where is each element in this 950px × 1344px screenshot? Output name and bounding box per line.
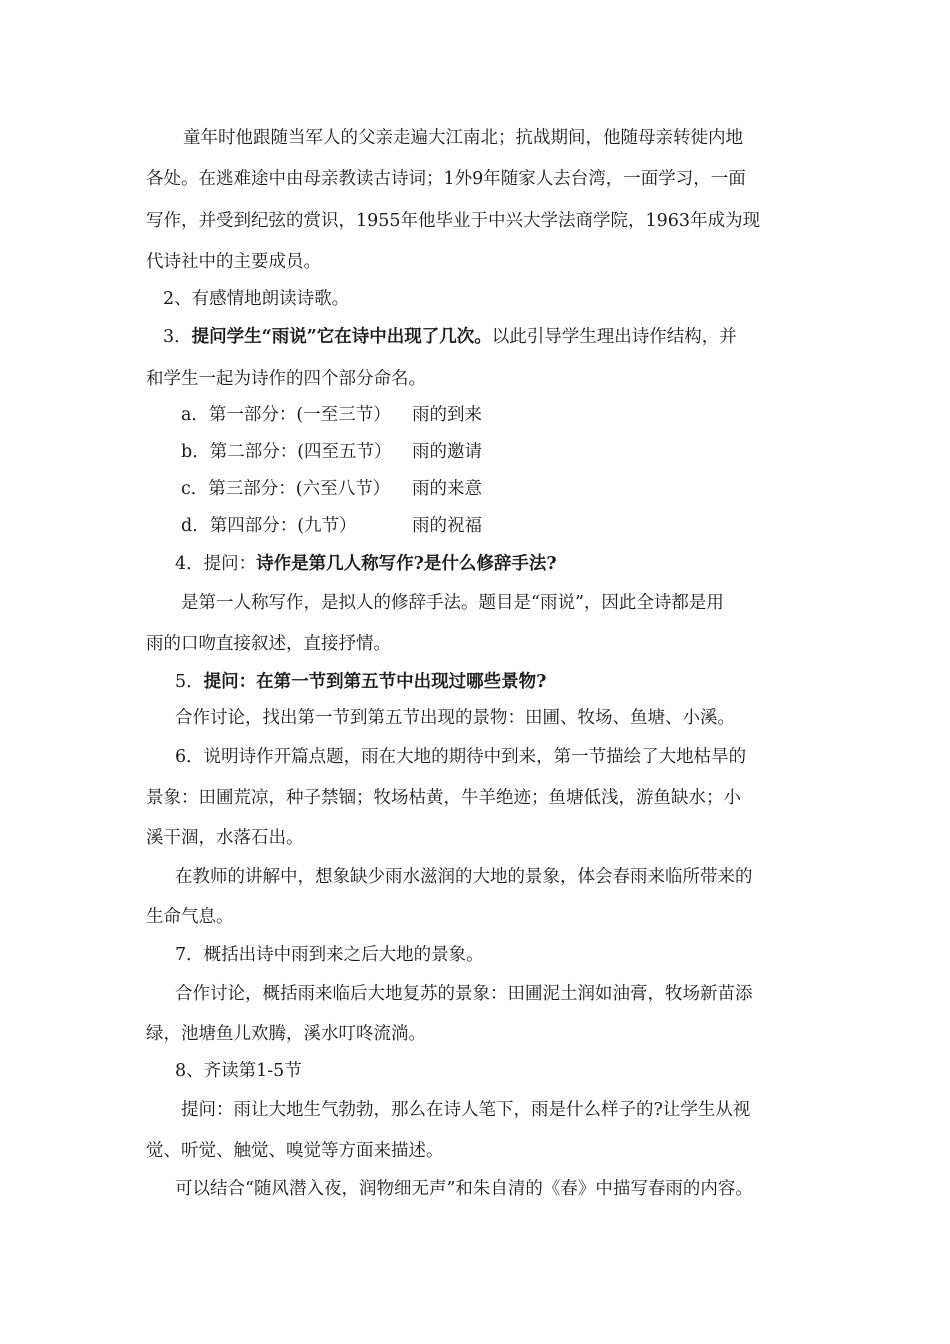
item-7-answer-1: 合作讨论，概括雨来临后大地复苏的景象：田圃泥土润如油膏，牧场新苗添 xyxy=(175,984,753,1004)
item-6-line-1: 6．说明诗作开篇点题，雨在大地的期待中到来，第一节描绘了大地枯旱的 xyxy=(175,747,747,767)
bio-line-1: 童年时他跟随当军人的父亲走遍大江南北；抗战期间，他随母亲转徙内地 xyxy=(183,128,743,148)
item-3-line-1 xyxy=(163,326,737,348)
item-3-line-2: 和学生一起为诗作的四个部分命名。 xyxy=(146,369,426,389)
part-b-title: 雨的邀请 xyxy=(412,442,482,462)
item-8-question-2: 觉、听觉、触觉、嗅觉等方面来描述。 xyxy=(146,1141,444,1161)
item-4-question: 诗作是第几人称写作?是什么修辞手法? xyxy=(256,554,557,574)
item-7-answer-2: 绿，池塘鱼儿欢腾，溪水叮咚流淌。 xyxy=(146,1024,426,1044)
closing-line: 可以结合“随风潜入夜，润物细无声”和朱自清的《春》中描写春雨的内容。 xyxy=(175,1179,753,1199)
item-4-line xyxy=(175,553,557,575)
part-c-title: 雨的来意 xyxy=(412,479,482,499)
item-6-line-2: 景象：田圃荒凉，种子禁锢；牧场枯黄，牛羊绝迹；鱼塘低浅，游鱼缺水；小 xyxy=(146,788,741,808)
part-a-title: 雨的到来 xyxy=(412,405,482,425)
item-3-number: 3． xyxy=(163,327,192,347)
part-c-label: c．第三部分：(六至八节） xyxy=(181,479,391,499)
bio-line-2: 各处。在逃难途中由母亲教读古诗词；1外9年随家人去台湾，一面学习，一面 xyxy=(146,169,746,189)
item-5-question: 提问：在第一节到第五节中出现过哪些景物? xyxy=(203,672,547,692)
item-3-question: 提问学生“雨说”它在诗中出现了几次。 xyxy=(191,327,492,347)
part-d-label: d．第四部分：(九节） xyxy=(181,516,357,536)
item-4-prefix: 4．提问： xyxy=(175,554,257,574)
part-d-title: 雨的祝福 xyxy=(412,516,482,536)
explain-line-1: 在教师的讲解中，想象缺少雨水滋润的大地的景象，体会春雨来临所带来的 xyxy=(175,867,753,887)
item-5-answer: 合作讨论，找出第一节到第五节出现的景物：田圃、牧场、鱼塘、小溪。 xyxy=(175,708,735,728)
bio-line-4: 代诗社中的主要成员。 xyxy=(146,252,321,272)
item-5-line xyxy=(175,671,546,693)
item-4-answer-1: 是第一人称写作，是拟人的修辞手法。题目是“雨说”，因此全诗都是用 xyxy=(181,593,724,613)
item-4-answer-2: 雨的口吻直接叙述，直接抒情。 xyxy=(146,634,391,654)
item-5-number: 5． xyxy=(175,672,204,692)
item-7-line: 7．概括出诗中雨到来之后大地的景象。 xyxy=(175,945,484,965)
explain-line-2: 生命气息。 xyxy=(146,907,234,927)
item-8-line: 8、齐读第1-5节 xyxy=(175,1061,302,1081)
bio-line-3: 写作，并受到纪弦的赏识，1955年他毕业于中兴大学法商学院，1963年成为现 xyxy=(146,211,761,231)
part-a-label: a．第一部分：(一至三节） xyxy=(181,405,391,425)
item-8-question-1: 提问：雨让大地生气勃勃，那么在诗人笔下，雨是什么样子的?让学生从视 xyxy=(181,1100,751,1120)
item-2-read-aloud: 2、有感情地朗读诗歌。 xyxy=(163,289,350,309)
part-b-label: b．第二部分：(四至五节） xyxy=(181,442,392,462)
item-6-line-3: 溪干涸，水落石出。 xyxy=(146,828,304,848)
item-3-rest: 以此引导学生理出诗作结构，并 xyxy=(491,327,737,347)
